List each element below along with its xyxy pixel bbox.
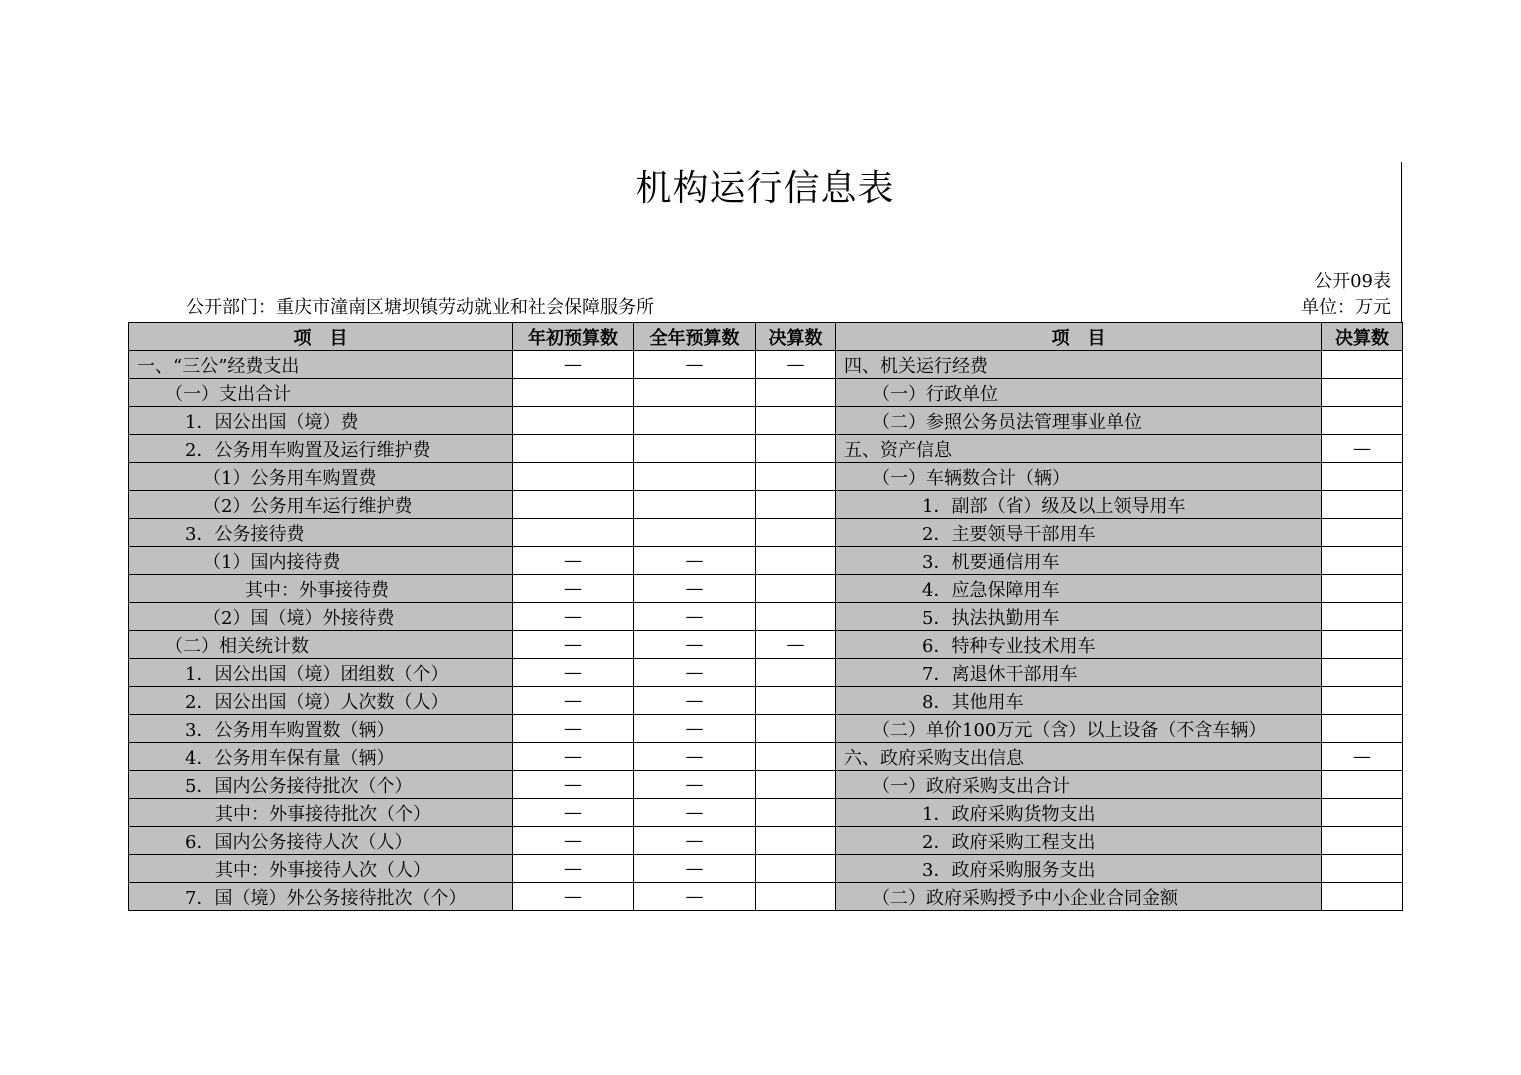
initial-budget-cell: [513, 491, 634, 519]
table-row: [129, 799, 1403, 827]
right-final-account-cell: —: [1322, 743, 1403, 771]
left-item-cell: 6．国内公务接待人次（人）: [129, 827, 513, 855]
right-item-cell: 6．特种专业技术用车: [836, 631, 1322, 659]
table-row: [129, 491, 1403, 519]
header-final-account: 决算数: [756, 323, 836, 351]
right-final-account-cell: [1322, 659, 1403, 687]
right-item-cell: 5．执法执勤用车: [836, 603, 1322, 631]
full-year-budget-cell: —: [634, 603, 756, 631]
right-final-account-cell: [1322, 351, 1403, 379]
initial-budget-cell: —: [513, 687, 634, 715]
final-account-cell: [756, 743, 836, 771]
right-item-cell: （一）车辆数合计（辆）: [836, 463, 1322, 491]
table-row: [129, 659, 1403, 687]
left-item-cell: 2．因公出国（境）人次数（人）: [129, 687, 513, 715]
right-final-account-cell: [1322, 379, 1403, 407]
left-item-cell: （2）国（境）外接待费: [129, 603, 513, 631]
final-account-cell: [756, 379, 836, 407]
final-account-cell: [756, 575, 836, 603]
full-year-budget-cell: —: [634, 743, 756, 771]
page-title: 机构运行信息表: [635, 168, 895, 209]
full-year-budget-cell: [634, 407, 756, 435]
left-item-cell: 1．因公出国（境）团组数（个）: [129, 659, 513, 687]
full-year-budget-cell: —: [634, 687, 756, 715]
final-account-cell: [756, 603, 836, 631]
final-account-cell: [756, 519, 836, 547]
left-item-cell: 1．因公出国（境）费: [129, 407, 513, 435]
right-item-cell: 五、资产信息: [836, 435, 1322, 463]
initial-budget-cell: [513, 379, 634, 407]
left-item-cell: 4．公务用车保有量（辆）: [129, 743, 513, 771]
full-year-budget-cell: —: [634, 547, 756, 575]
table-row: [129, 435, 1403, 463]
left-item-cell: （1）公务用车购置费: [129, 463, 513, 491]
full-year-budget-cell: —: [634, 799, 756, 827]
right-item-cell: 2．主要领导干部用车: [836, 519, 1322, 547]
right-item-cell: （二）单价100万元（含）以上设备（不含车辆）: [836, 715, 1322, 743]
left-item-cell: 3．公务接待费: [129, 519, 513, 547]
table-row: [129, 687, 1403, 715]
final-account-cell: [756, 407, 836, 435]
left-item-cell: （1）国内接待费: [129, 547, 513, 575]
right-final-account-cell: [1322, 407, 1403, 435]
final-account-cell: —: [756, 631, 836, 659]
right-final-account-cell: [1322, 575, 1403, 603]
right-final-account-cell: [1322, 855, 1403, 883]
final-account-cell: [756, 435, 836, 463]
initial-budget-cell: —: [513, 547, 634, 575]
initial-budget-cell: —: [513, 603, 634, 631]
right-item-cell: （一）政府采购支出合计: [836, 771, 1322, 799]
final-account-cell: [756, 463, 836, 491]
final-account-cell: [756, 799, 836, 827]
initial-budget-cell: [513, 463, 634, 491]
header-full-year-budget: 全年预算数: [634, 323, 756, 351]
final-account-cell: [756, 687, 836, 715]
right-item-cell: 1．政府采购货物支出: [836, 799, 1322, 827]
info-table: [128, 322, 1403, 911]
right-item-cell: （二）参照公务员法管理事业单位: [836, 407, 1322, 435]
table-header-row: [129, 323, 1403, 351]
left-item-cell: （二）相关统计数: [129, 631, 513, 659]
final-account-cell: —: [756, 351, 836, 379]
right-final-account-cell: [1322, 799, 1403, 827]
header-initial-budget: 年初预算数: [513, 323, 634, 351]
left-item-cell: 其中：外事接待批次（个）: [129, 799, 513, 827]
table-row: [129, 855, 1403, 883]
final-account-cell: [756, 771, 836, 799]
initial-budget-cell: —: [513, 883, 634, 911]
full-year-budget-cell: —: [634, 883, 756, 911]
right-item-cell: 3．政府采购服务支出: [836, 855, 1322, 883]
header-right-final-account: 决算数: [1322, 323, 1403, 351]
table-row: [129, 547, 1403, 575]
initial-budget-cell: [513, 407, 634, 435]
right-item-cell: 2．政府采购工程支出: [836, 827, 1322, 855]
final-account-cell: [756, 715, 836, 743]
right-final-account-cell: [1322, 547, 1403, 575]
full-year-budget-cell: —: [634, 855, 756, 883]
unit-label: 单位：万元: [1301, 297, 1391, 318]
initial-budget-cell: [513, 519, 634, 547]
right-final-account-cell: [1322, 771, 1403, 799]
initial-budget-cell: —: [513, 715, 634, 743]
full-year-budget-cell: —: [634, 715, 756, 743]
table-body: [129, 351, 1403, 911]
full-year-budget-cell: [634, 491, 756, 519]
left-item-cell: 3．公务用车购置数（辆）: [129, 715, 513, 743]
final-account-cell: [756, 855, 836, 883]
full-year-budget-cell: [634, 463, 756, 491]
table-row: [129, 407, 1403, 435]
initial-budget-cell: —: [513, 631, 634, 659]
header-right-item: 项 目: [836, 323, 1322, 351]
initial-budget-cell: —: [513, 771, 634, 799]
right-item-cell: 六、政府采购支出信息: [836, 743, 1322, 771]
full-year-budget-cell: —: [634, 351, 756, 379]
full-year-budget-cell: —: [634, 659, 756, 687]
table-row: [129, 603, 1403, 631]
form-number: 公开09表: [1314, 271, 1391, 292]
right-final-account-cell: [1322, 687, 1403, 715]
right-final-account-cell: [1322, 463, 1403, 491]
department-label: 公开部门：重庆市潼南区塘坝镇劳动就业和社会保障服务所: [186, 297, 654, 318]
initial-budget-cell: —: [513, 351, 634, 379]
right-final-account-cell: [1322, 519, 1403, 547]
initial-budget-cell: —: [513, 659, 634, 687]
right-final-account-cell: —: [1322, 435, 1403, 463]
right-final-account-cell: [1322, 491, 1403, 519]
left-item-cell: 其中：外事接待人次（人）: [129, 855, 513, 883]
full-year-budget-cell: —: [634, 575, 756, 603]
table-row: [129, 743, 1403, 771]
left-item-cell: 其中：外事接待费: [129, 575, 513, 603]
initial-budget-cell: —: [513, 743, 634, 771]
right-final-account-cell: [1322, 827, 1403, 855]
left-item-cell: 2．公务用车购置及运行维护费: [129, 435, 513, 463]
final-account-cell: [756, 659, 836, 687]
final-account-cell: [756, 883, 836, 911]
table-row: [129, 519, 1403, 547]
initial-budget-cell: —: [513, 575, 634, 603]
left-item-cell: （2）公务用车运行维护费: [129, 491, 513, 519]
table-row: [129, 575, 1403, 603]
right-final-account-cell: [1322, 715, 1403, 743]
right-item-cell: （二）政府采购授予中小企业合同金额: [836, 883, 1322, 911]
final-account-cell: [756, 547, 836, 575]
full-year-budget-cell: —: [634, 827, 756, 855]
left-item-cell: 一、“三公”经费支出: [129, 351, 513, 379]
table-row: [129, 463, 1403, 491]
right-item-cell: 4．应急保障用车: [836, 575, 1322, 603]
initial-budget-cell: —: [513, 855, 634, 883]
right-item-cell: 3．机要通信用车: [836, 547, 1322, 575]
full-year-budget-cell: —: [634, 771, 756, 799]
full-year-budget-cell: [634, 435, 756, 463]
full-year-budget-cell: —: [634, 631, 756, 659]
final-account-cell: [756, 491, 836, 519]
table-row: [129, 883, 1403, 911]
left-item-cell: 7．国（境）外公务接待批次（个）: [129, 883, 513, 911]
header-left-item: 项 目: [129, 323, 513, 351]
full-year-budget-cell: [634, 519, 756, 547]
right-item-cell: 8．其他用车: [836, 687, 1322, 715]
left-item-cell: （一）支出合计: [129, 379, 513, 407]
initial-budget-cell: [513, 435, 634, 463]
right-item-cell: 四、机关运行经费: [836, 351, 1322, 379]
initial-budget-cell: —: [513, 827, 634, 855]
right-item-cell: 1．副部（省）级及以上领导用车: [836, 491, 1322, 519]
table-row: [129, 631, 1403, 659]
table-row: [129, 715, 1403, 743]
right-item-cell: 7．离退休干部用车: [836, 659, 1322, 687]
left-item-cell: 5．国内公务接待批次（个）: [129, 771, 513, 799]
initial-budget-cell: —: [513, 799, 634, 827]
table-row: [129, 379, 1403, 407]
right-final-account-cell: [1322, 883, 1403, 911]
right-item-cell: （一）行政单位: [836, 379, 1322, 407]
final-account-cell: [756, 827, 836, 855]
table-row: [129, 827, 1403, 855]
table-row: [129, 771, 1403, 799]
right-final-account-cell: [1322, 631, 1403, 659]
right-final-account-cell: [1322, 603, 1403, 631]
full-year-budget-cell: [634, 379, 756, 407]
table-row: [129, 351, 1403, 379]
